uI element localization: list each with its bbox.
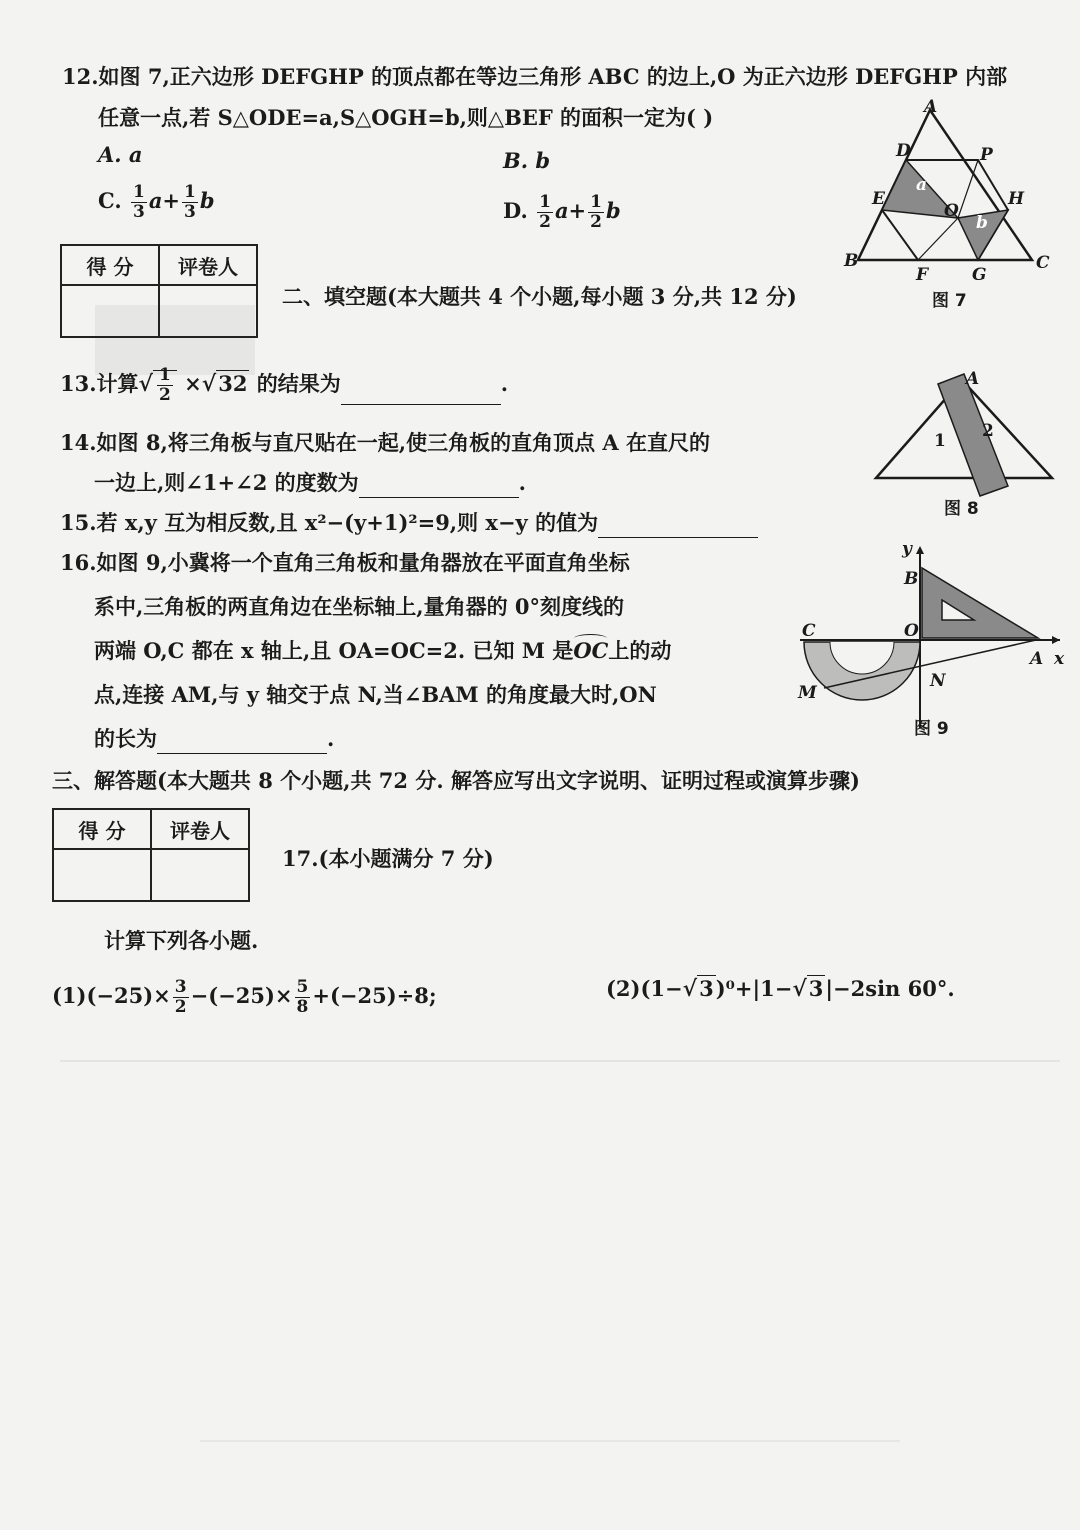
figure-8 — [868, 366, 1058, 522]
score-table-2-grader-cell[interactable] — [151, 849, 249, 901]
section3-title: 三、解答题(本大题共 8 个小题,共 72 分. 解答应写出文字说明、证明过程或演算步骤) — [52, 768, 860, 793]
q16-line4: 点,连接 AM,与 y 轴交于点 N,当∠BAM 的角度最大时,ON — [94, 682, 657, 707]
q16-arc-oc — [573, 636, 608, 666]
q13-prefix: 13.计算 — [60, 371, 139, 396]
score-table-2-header-grader: 评卷人 — [151, 809, 249, 849]
q14-answer-blank[interactable] — [359, 475, 519, 498]
bleed-line-2 — [200, 1440, 900, 1442]
q13-times: × — [184, 371, 202, 396]
q17-p1-f2-num: 5 — [296, 977, 309, 997]
fig7-line-op — [958, 160, 978, 218]
fig9-label-n: N — [930, 671, 946, 691]
q12-option-c — [98, 183, 215, 222]
q12-option-d-prefix: D. — [503, 198, 528, 223]
section2-title: 二、填空题(本大题共 4 个小题,每小题 3 分,共 12 分) — [282, 284, 797, 309]
q13-suffix: 的结果为 — [256, 371, 341, 396]
q16-end: . — [327, 726, 335, 751]
q15-answer-blank[interactable] — [598, 515, 758, 538]
q17-part1 — [52, 978, 437, 1017]
fig7-label-b: B — [844, 251, 859, 271]
fig9-label-o: O — [904, 621, 919, 641]
q12-option-c-fraction2 — [182, 183, 198, 222]
fig7-label-area-a: a — [916, 175, 928, 195]
q12-c-a: a+ — [148, 188, 181, 213]
q13-frac-den: 2 — [159, 385, 171, 405]
q12-c-b: b — [199, 188, 215, 213]
q12-option-c-fraction — [131, 183, 147, 222]
fig9-label-b: B — [904, 569, 919, 589]
fig7-label-o: O — [944, 201, 959, 221]
score-table-1-score-cell[interactable] — [61, 285, 159, 337]
q12-option-a: A. a — [98, 142, 143, 167]
q16-line3-a: 两端 O,C 都在 x 轴上,且 OA=OC=2. 已知 M 是 — [94, 638, 574, 663]
q14-line2-text: 一边上,则∠1+∠2 的度数为 — [94, 470, 359, 495]
q13-sqrt-sign2: √ — [201, 371, 217, 397]
fig9-label-m: M — [798, 683, 817, 703]
fig9-label-y: y — [902, 539, 912, 559]
q13-fraction — [157, 366, 173, 405]
q12-c-den: 3 — [132, 202, 145, 222]
q17-p2-c: |−2sin 60°. — [825, 976, 955, 1001]
q12-option-d-fraction2 — [588, 193, 604, 232]
fig9-label-x: x — [1054, 649, 1065, 669]
q17-title: 17.(本小题满分 7 分) — [282, 846, 494, 871]
q17-p2-radicand2: 3 — [808, 976, 824, 1001]
bleed-line-1 — [60, 1060, 1060, 1062]
fig7-label-g: G — [972, 265, 987, 285]
q12-d-a: a+ — [554, 198, 587, 223]
score-table-2-score-cell[interactable] — [53, 849, 151, 901]
q13-sqrt-body — [153, 365, 177, 405]
q16-answer-blank[interactable] — [157, 731, 327, 754]
q17-intro: 计算下列各小题. — [104, 928, 259, 953]
q16-arc-label: OC — [573, 638, 609, 663]
fig7-label-f: F — [916, 265, 929, 285]
q17-p2-b: )⁰+|1− — [715, 976, 793, 1001]
q17-p1-f1-num: 3 — [174, 977, 187, 997]
fig7-line-of — [918, 218, 958, 260]
score-table-2-header-score: 得 分 — [53, 809, 151, 849]
fig7-label-a: A — [924, 98, 938, 117]
fig9-label-a: A — [1030, 649, 1044, 669]
q16-line5-text: 的长为 — [94, 726, 157, 751]
q16-arc-mark — [574, 634, 607, 643]
fig9-x-arrow — [1052, 636, 1060, 644]
q12-option-d — [503, 193, 621, 232]
fig9-y-arrow — [916, 546, 924, 554]
q16-line5 — [94, 724, 334, 754]
q12-option-d-fraction — [537, 193, 553, 232]
fig9-caption: 图 9 — [914, 719, 949, 739]
q14-line2 — [94, 468, 526, 498]
q17-p1-f2-den: 8 — [296, 997, 309, 1017]
q17-p1-b: −(−25)× — [190, 983, 293, 1008]
q13-frac-num: 1 — [159, 365, 171, 385]
fig7-label-e: E — [872, 189, 885, 209]
fig7-label-p: P — [980, 145, 993, 165]
q12-option-b: B. b — [503, 148, 551, 173]
q16-line2: 系中,三角板的两直角边在坐标轴上,量角器的 0°刻度线的 — [94, 594, 625, 619]
figure-9 — [790, 538, 1072, 748]
q16-line3-b: 上的动 — [608, 638, 672, 663]
fig7-triangle-abc — [858, 110, 1032, 260]
q13-sqrt-sign: √ — [138, 371, 154, 397]
score-table-1-header-grader: 评卷人 — [159, 245, 257, 285]
q15-text: 15.若 x,y 互为相反数,且 x²−(y+1)²=9,则 x−y 的值为 — [60, 510, 599, 535]
fig8-caption: 图 8 — [944, 499, 979, 519]
fig7-label-c: C — [1036, 253, 1050, 273]
q17-part2 — [606, 974, 955, 1004]
fig8-label-2: 2 — [982, 421, 994, 441]
q14-line1: 14.如图 8,将三角板与直尺贴在一起,使三角板的直角顶点 A 在直尺的 — [60, 430, 710, 455]
q13-radicand: 32 — [218, 371, 248, 396]
q13 — [60, 366, 508, 405]
fig9-label-c: C — [802, 621, 816, 641]
q12-option-c-prefix: C. — [98, 188, 122, 213]
score-table-1 — [60, 244, 258, 338]
q17-p1-f1-den: 2 — [174, 997, 187, 1017]
q13-end: . — [500, 371, 509, 396]
q17-p1-c: +(−25)÷8; — [312, 983, 437, 1008]
q17-p2-a: (2)(1− — [606, 976, 683, 1001]
score-table-1-grader-cell[interactable] — [159, 285, 257, 337]
q14-end: . — [518, 470, 526, 495]
fig8-label-a: A — [966, 369, 980, 389]
fig7-label-d: D — [896, 141, 911, 161]
q12-c-num2: 1 — [184, 182, 196, 202]
q13-answer-blank[interactable] — [341, 382, 501, 405]
figure-7 — [838, 98, 1060, 312]
q17-p1-fraction2 — [295, 978, 311, 1017]
fig7-label-area-b: b — [976, 213, 988, 233]
score-table-2 — [52, 808, 250, 902]
fig9-set-square — [922, 568, 1038, 638]
q17-p1-a: (1)(−25)× — [52, 983, 171, 1008]
q17-p2-sqrt-sign: √ — [682, 976, 698, 1002]
q17-p2-sqrt-sign2: √ — [792, 976, 807, 1002]
q12-d-den: 2 — [539, 212, 551, 232]
q16-line1: 16.如图 9,小冀将一个直角三角板和量角器放在平面直角坐标 — [60, 550, 630, 575]
q17-p2-radicand: 3 — [699, 976, 714, 1001]
q12-c-num: 1 — [132, 182, 145, 202]
fig7-caption: 图 7 — [932, 291, 967, 311]
q16-line3 — [94, 636, 671, 666]
q12-line2: 任意一点,若 S△ODE=a,S△OGH=b,则△BEF 的面积一定为( ) — [98, 105, 714, 130]
fig8-label-1: 1 — [934, 431, 946, 451]
q12-line1: 12.如图 7,正六边形 DEFGHP 的顶点都在等边三角形 ABC 的边上,O 为正六边形 DEFGHP 内部 — [62, 64, 1008, 89]
q12-c-den2: 3 — [184, 202, 196, 222]
q12-d-num: 1 — [539, 192, 551, 212]
q12-d-num2: 1 — [590, 192, 602, 212]
score-table-1-header-score: 得 分 — [61, 245, 159, 285]
q12-d-b: b — [605, 198, 621, 223]
q15 — [60, 508, 758, 538]
q12-d-den2: 2 — [590, 212, 602, 232]
q17-p1-fraction1 — [173, 978, 189, 1017]
fig7-label-h: H — [1008, 189, 1025, 209]
